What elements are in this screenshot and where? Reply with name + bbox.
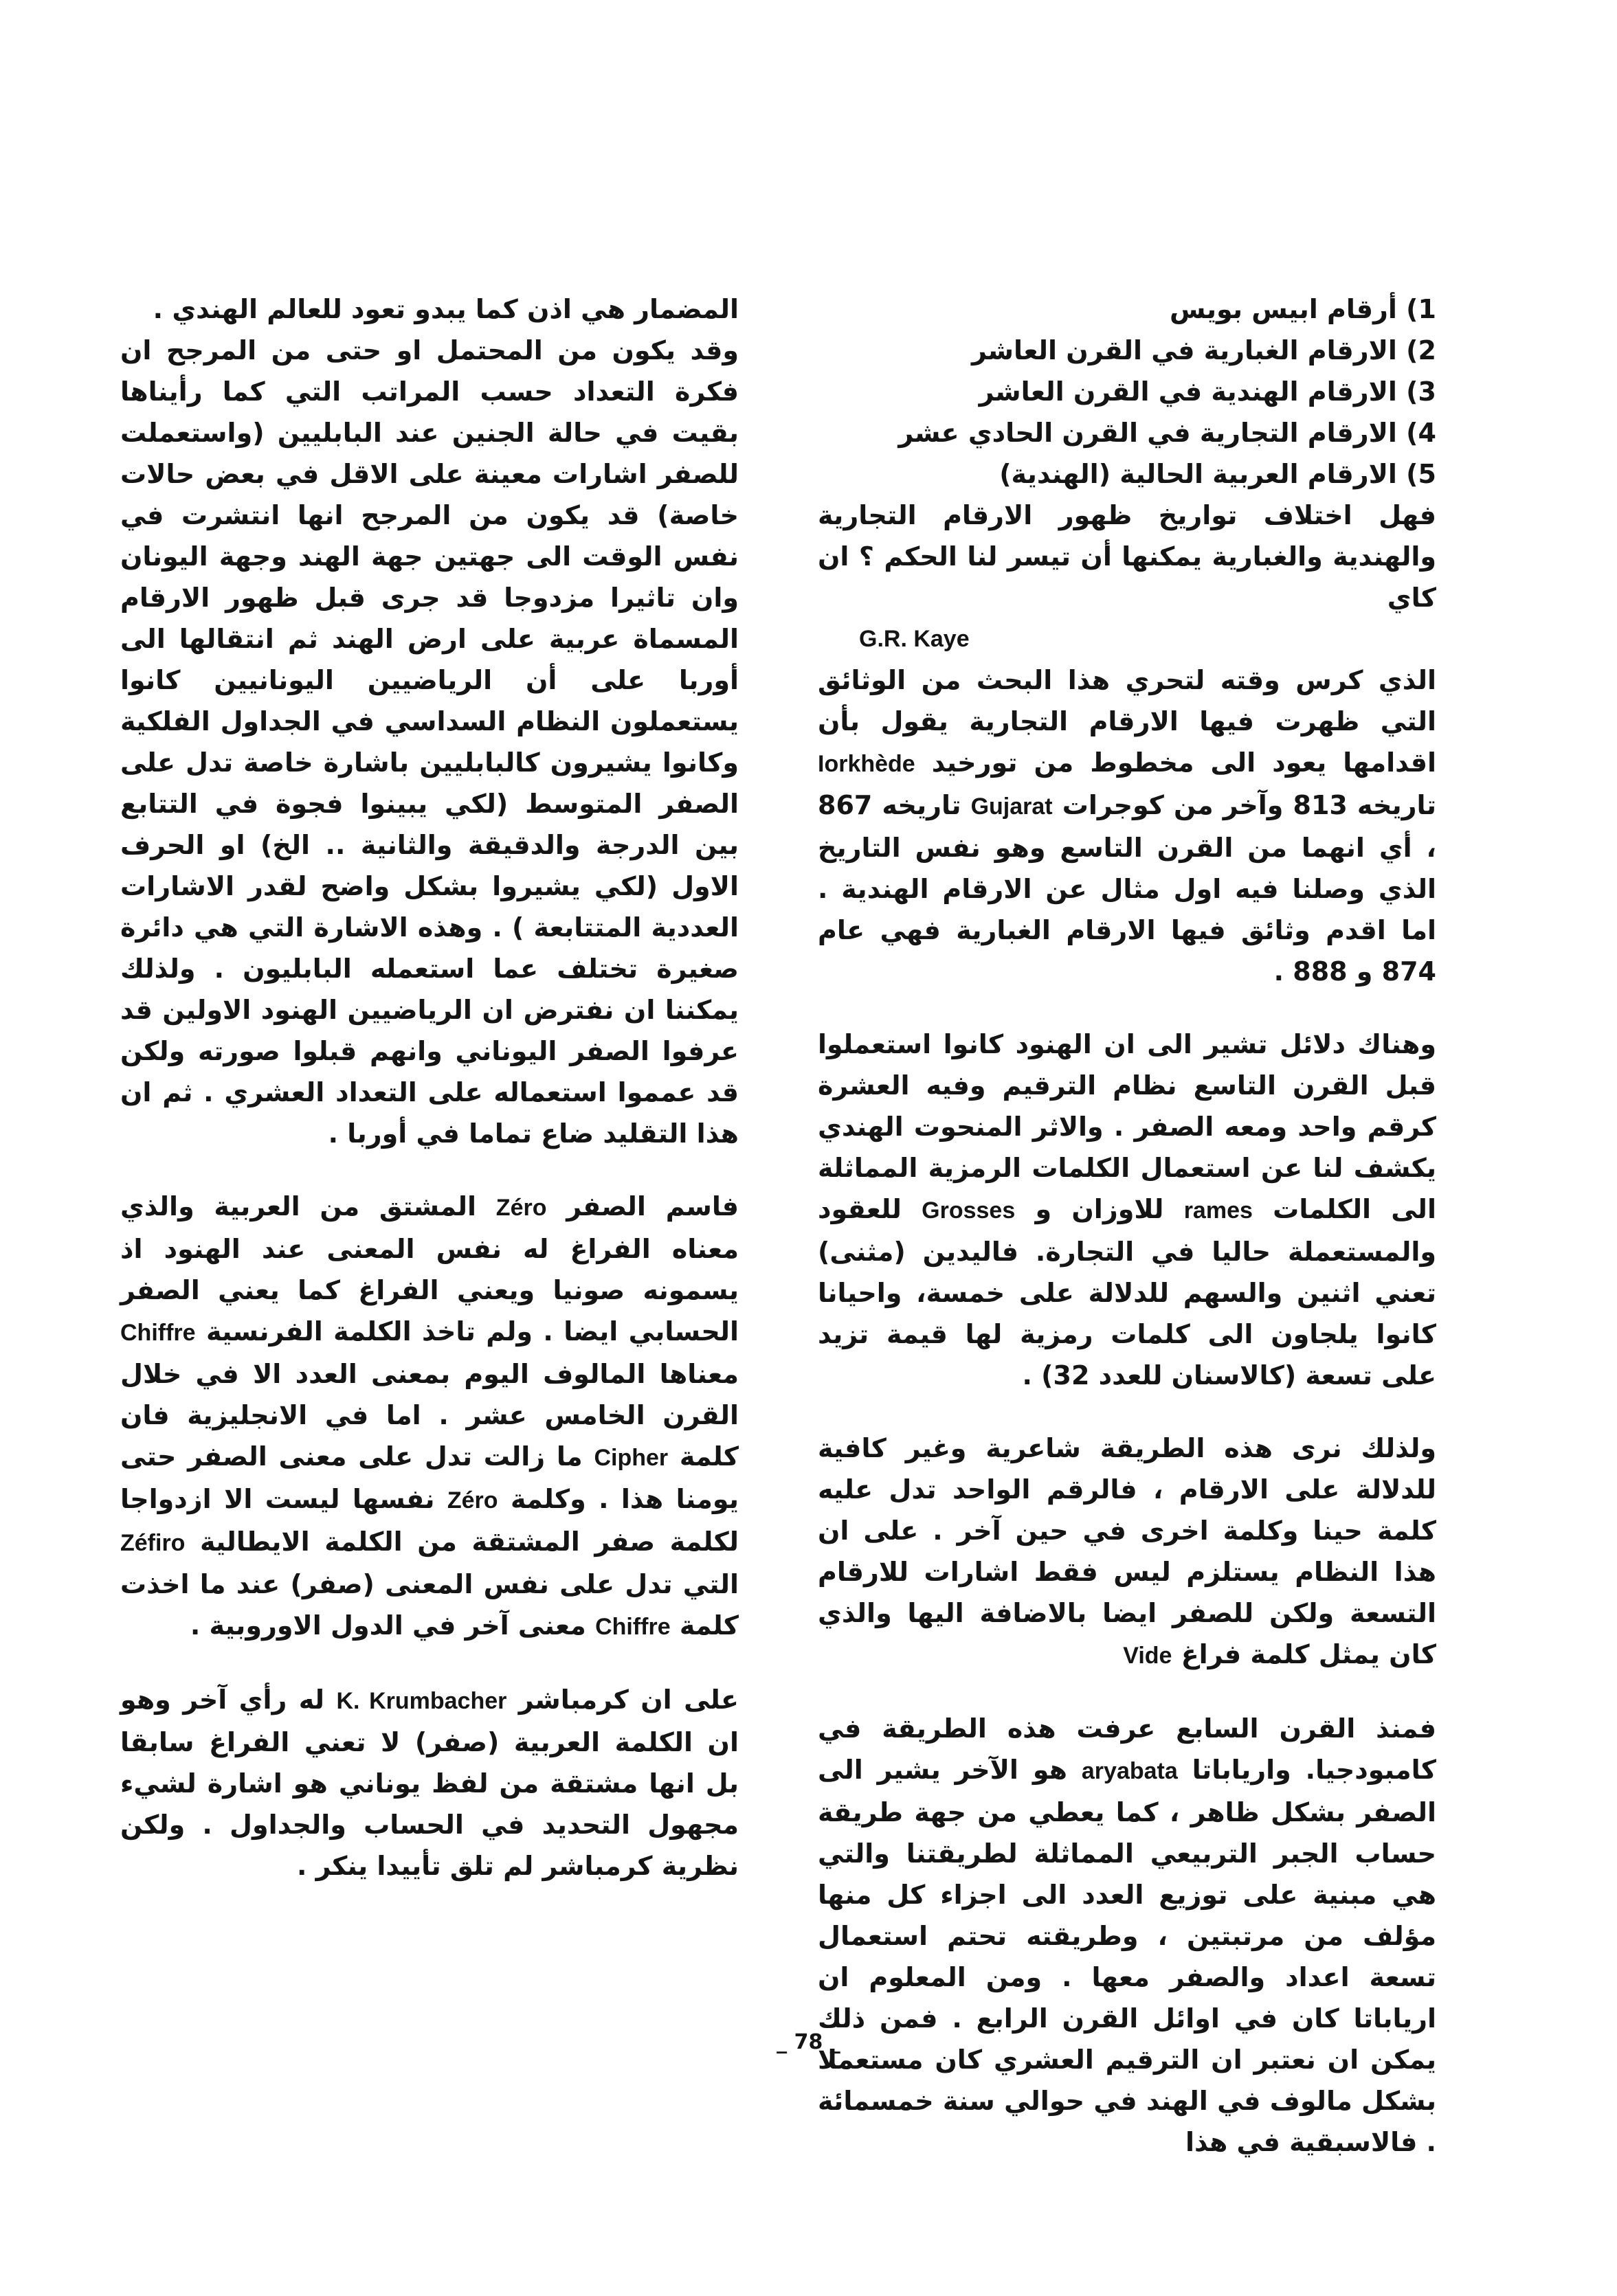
- paragraph-text: معناها المالوف اليوم بمعنى العدد الا في خلال القرن الخامس عشر . اما في الانجليزية فان كلمة: [120, 1359, 739, 1472]
- list-item: 3) الارقام الهندية في القرن العاشر: [979, 376, 1436, 407]
- paragraph-text: وهناك دلائل تشير الى ان الهنود كانوا استعملوا قبل القرن التاسع نظام الترقيم وفيه العشرة كرقم واحد ومعه الصفر . والاثر المنحوت الهندي يكشف لنا عن استعمال الكلمات الرمزية المماثلة الى الكلمات: [818, 1029, 1436, 1224]
- paragraph-text: فمنذ القرن السابع عرفت هذه الطريقة في كامبودجيا. وارياباتا: [818, 1713, 1437, 1785]
- latin-term: Grosses: [922, 1197, 1016, 1224]
- latin-term: Zéfiro: [120, 1530, 186, 1556]
- author-name-kaye: G.R. Kaye: [859, 626, 970, 652]
- latin-term: Cipher: [594, 1445, 669, 1471]
- paragraph-aryabata: [818, 1708, 1436, 2163]
- paragraph-krumbacher: [120, 1679, 739, 1887]
- list-item: 1) أرقام ابيس بويس: [1169, 294, 1436, 324]
- latin-term: Zéro: [495, 1195, 547, 1221]
- paragraph-text: فهل اختلاف تواريخ ظهور الارقام التجارية والهندية والغبارية يمكنها أن تيسر لنا الحكم ؟ ان كاي: [818, 500, 1436, 613]
- right-column: [818, 289, 1436, 2163]
- page-number: _ 78 _: [777, 2030, 840, 2054]
- left-column: [120, 289, 739, 1887]
- paragraph-text: على ان كرمباشر: [518, 1685, 739, 1715]
- list-item: 4) الارقام التجارية في القرن الحادي عشر: [898, 418, 1436, 448]
- paragraph-indian-priority: [120, 289, 739, 330]
- paragraph-babylonian-influence: [120, 330, 739, 1154]
- paragraph-text: التي تدل على نفس المعنى (صفر) عند ما اخذت كلمة: [120, 1569, 739, 1641]
- latin-term: Gujarat: [970, 794, 1053, 820]
- paragraph-dates-question: [818, 495, 1436, 660]
- paragraph-text: الذي كرس وقته لتحري هذا البحث من الوثائق التي ظهرت فيها الارقام التجارية يقول بأن اقدامها يعود الى مخطوط من تورخيد: [818, 665, 1436, 778]
- latin-term: Chiffre: [595, 1614, 671, 1640]
- paragraph-text: المضمار هي اذن كما يبدو تعود للعالم الهندي .: [153, 294, 739, 324]
- paragraph-text: معنى آخر في الدول الاوروبية .: [190, 1610, 586, 1641]
- paragraph-text: هو الآخر يشير الى الصفر بشكل ظاهر ، كما يعطي من جهة طريقة حساب الجبر التربيعي المماثلة لطريقتنا والتي هي مبنية على توزيع العدد الى اجزاء كل منها مؤلف من مرتبتين ، وطريقته تحتم استعمال تسعة اعداد والصفر معها . ومن المعلوم ان ارياباتا كان في اوائل القرن الرابع . فمن ذلك يمكن ان نعتبر ان الترقيم العشري كان مستعملا بشكل مالوف في الهند في حوالي سنة خمسمائة . فالاسبقية في هذا: [818, 1755, 1436, 2157]
- list-item: 2) الارقام الغبارية في القرن العاشر: [972, 335, 1436, 365]
- latin-term: rames: [1183, 1197, 1253, 1224]
- list-item: 5) الارقام العربية الحالية (الهندية): [999, 459, 1436, 489]
- paragraph-text: له رأي آخر وهو ان الكلمة العربية (صفر) لا تعني الفراغ سابقا بل انها مشتقة من لفظ يوناني هو اشارة لشيء مجهول التحديد في الحساب والجداول . ولكن نظرية كرمباشر لم تلق تأييدا ينكر .: [120, 1685, 739, 1881]
- latin-term: Zéro: [447, 1487, 498, 1513]
- paragraph-text: المشتق من العربية والذي معناه الفراغ له نفس المعنى عند الهنود اذ يسمونه صونيا ويعني الفراغ كما يعني الصفر الحسابي ايضا . ولم تاخذ الكلمة الفرنسية: [120, 1191, 739, 1347]
- author-name-krumbacher: K. Krumbacher: [336, 1688, 507, 1714]
- numeral-types-list: [818, 289, 1436, 495]
- paragraph-text: فاسم الصفر: [566, 1191, 739, 1222]
- paragraph-text: للعقود والمستعملة حاليا في التجارة. فاليدين (مثنى) تعني اثنين والسهم للدلالة على خمسة، واحيانا كانوا يلجاون الى كلمات رمزية لها قيمة تزيد على تسعة (كالاسنان للعدد 32) .: [818, 1194, 1436, 1391]
- paragraph-text: تاريخه 867 ، أي انهما من القرن التاسع وهو نفس التاريخ الذي وصلنا فيه اول مثال عن الارقام الهندية . اما اقدم وثائق فيها الارقام الغبارية فهي عام 874 و 888 .: [818, 790, 1436, 987]
- latin-term: Iorkhède: [818, 751, 915, 777]
- paragraph-text: للاوزان و: [1035, 1194, 1164, 1224]
- latin-term: Vide: [1123, 1643, 1172, 1669]
- paragraph-poetic-method: [818, 1428, 1436, 1676]
- paragraph-text: نفسها ليست الا ازدواجا لكلمة صفر المشتقة من الكلمة الايطالية: [120, 1484, 739, 1557]
- paragraph-text: وقد يكون من المحتمل او حتى من المرجح ان فكرة التعداد حسب المراتب التي كما رأيناها بقيت في حالة الجنين عند البابليين (واستعملت للصفر اشارات معينة على الاقل في بعض حالات خاصة) قد يكون من المرجح انها انتشرت في نفس الوقت الى جهتين جهة الهند وجهة اليونان وان تاثيرا مزدوجا قد جرى قبل ظهور الارقام المسماة عربية على ارض الهند ثم انتقالها الى أوربا على أن الرياضيين اليونانيين كانوا يستعملون النظام السداسي في الجداول الفلكية وكانوا يشيرون كالبابليين باشارة خاصة تدل على الصفر المتوسط (لكي يبينوا فجوة في التتابع بين الدرجة والدقيقة والثانية .. الخ) او الحرف الاول (لكي يشيروا بشكل واضح لقدر الاشارات العددية المتتابعة ) . وهذه الاشارة التي هي دائرة صغيرة تختلف عما استعمله البابليون . ولذلك يمكننا ان نفترض ان الرياضيين الهنود الاولين قد عرفوا الصفر اليوناني وانهم قبلوا صورته ولكن قد عمموا استعماله على التعداد العشري . ثم ان هذا التقليد ضاع تماما في أوربا .: [120, 335, 739, 1149]
- paragraph-zero-etymology: [120, 1186, 739, 1647]
- paragraph-kaye-findings: [818, 660, 1436, 992]
- paragraph-indian-evidence: [818, 1024, 1436, 1396]
- latin-term: Chiffre: [120, 1320, 196, 1346]
- latin-term: aryabata: [1081, 1758, 1178, 1784]
- paragraph-text: تاريخه 813 وآخر من كوجرات: [1062, 790, 1437, 820]
- paragraph-text: ما زالت تدل على معنى الصفر حتى يومنا هذا . وكلمة: [120, 1441, 739, 1514]
- paragraph-text: ولذلك نرى هذه الطريقة شاعرية وغير كافية للدلالة على الارقام ، فالرقم الواحد تدل عليه كلمة حينا وكلمة اخرى في حين آخر . على ان هذا النظام يستلزم ليس فقط اشارات للارقام التسعة ولكن للصفر ايضا بالاضافة اليها والذي كان يمثل كلمة فراغ: [818, 1433, 1436, 1669]
